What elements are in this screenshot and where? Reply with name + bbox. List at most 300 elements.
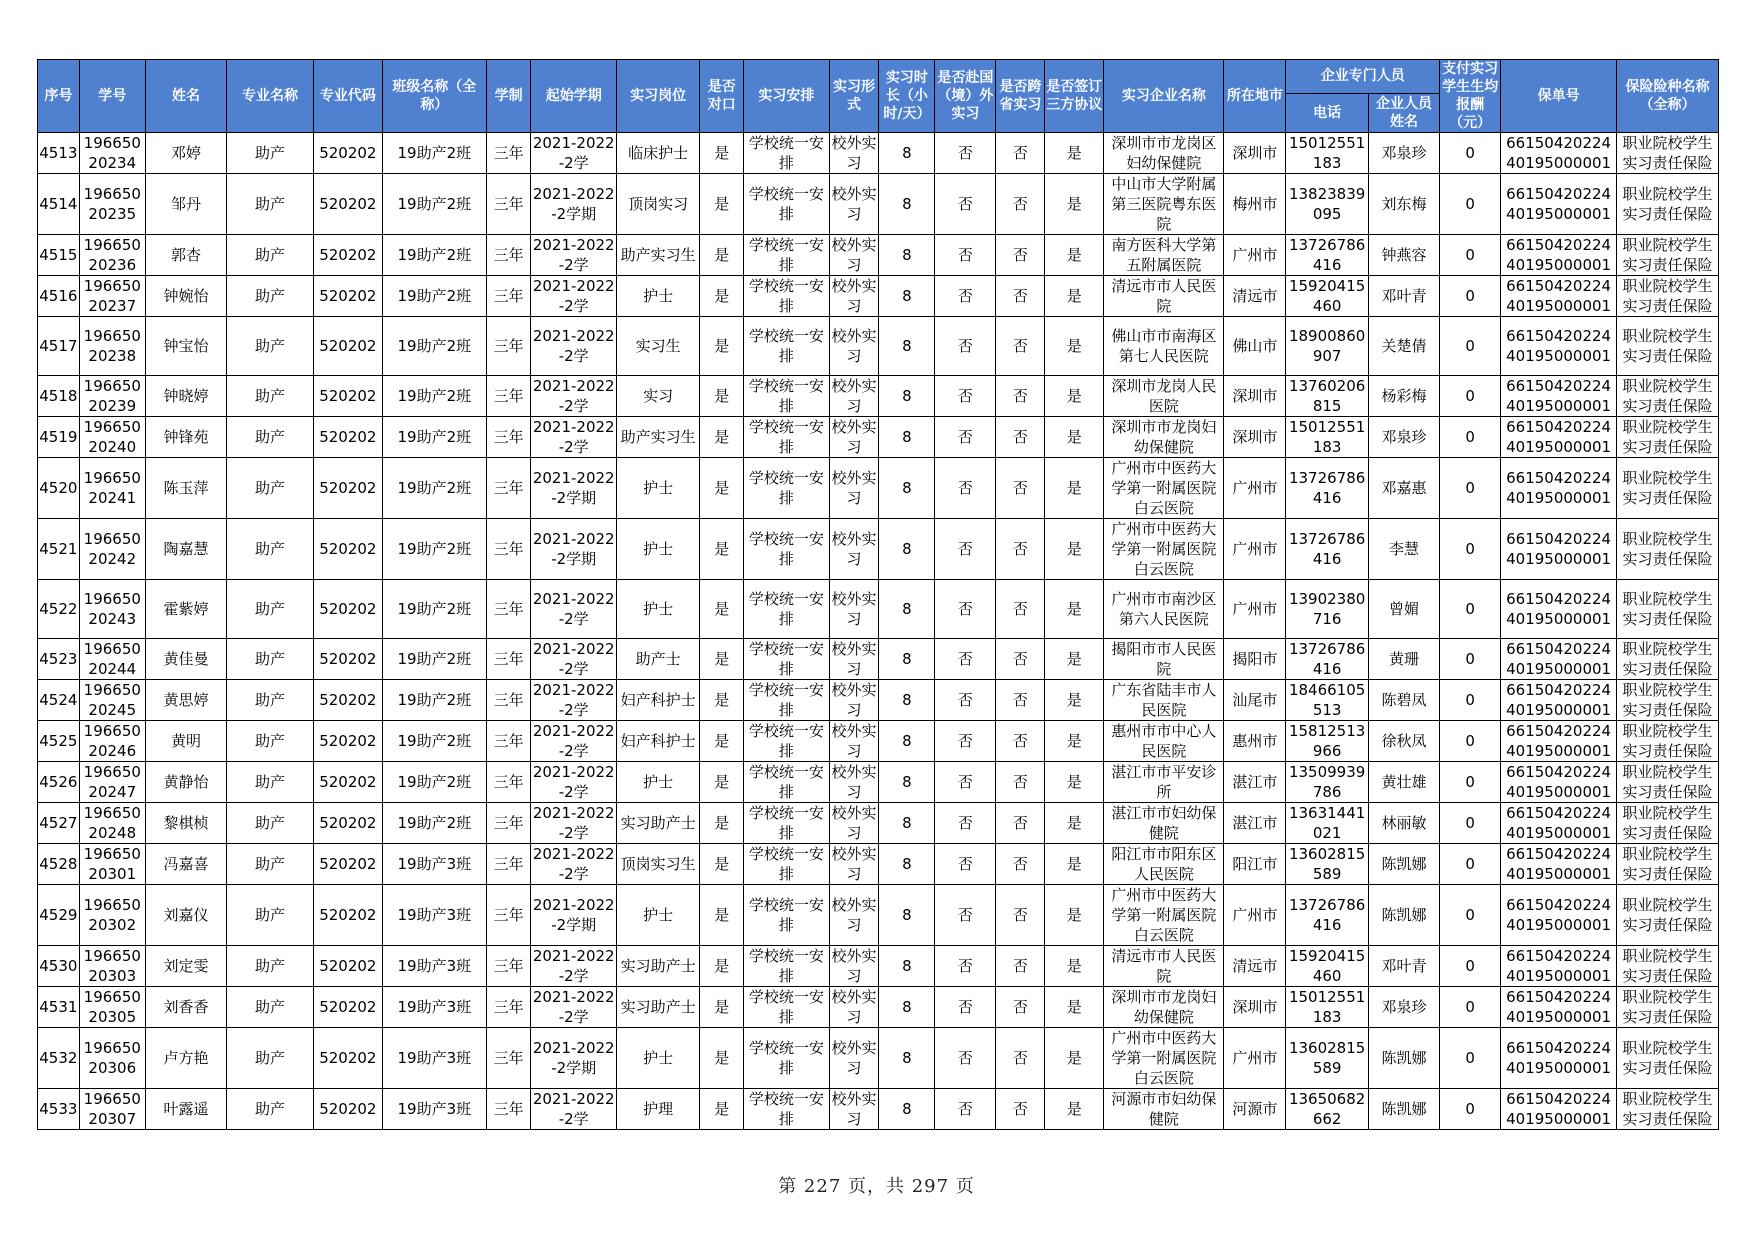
cell-duration-text: 三年: [493, 855, 524, 873]
cell-city: [1224, 803, 1286, 844]
cell-staff-name-text: 徐秋凤: [1381, 732, 1427, 750]
cell-class-name-text: 19助产2班: [397, 428, 472, 446]
table-row: [38, 844, 1719, 885]
cell-start-term-text: 2021-2022-2学: [532, 1090, 615, 1128]
cell-arrangement-text: 学校统一安排: [748, 590, 824, 628]
cell-staff-name-text: 钟燕容: [1381, 246, 1427, 264]
cell-form: [829, 1028, 879, 1089]
cell-major: [227, 639, 313, 680]
cell-major-text: 助产: [254, 814, 285, 832]
cell-class-name-text: 19助产3班: [397, 957, 472, 975]
cell-class-name-text: 19助产2班: [397, 144, 472, 162]
cell-insurance-text: 职业院校学生实习责任保险: [1622, 640, 1713, 678]
cell-major-text: 助产: [254, 1049, 285, 1067]
cell-seq: [38, 133, 80, 174]
cell-form-text: 校外实习: [831, 418, 877, 456]
cell-matched-text: 是: [714, 814, 730, 832]
cell-company-text: 深圳市市龙岗妇幼保健院: [1111, 988, 1217, 1026]
cell-form-text: 校外实习: [831, 277, 877, 315]
cell-company-text: 广州市中医药大学第一附属医院白云医院: [1111, 886, 1217, 944]
cell-insurance-text: 职业院校学生实习责任保险: [1622, 845, 1713, 883]
cell-major-code-text: 520202: [319, 287, 377, 305]
cell-tripartite: [1045, 844, 1104, 885]
cell-seq: [38, 458, 80, 519]
cell-duration-text: 三年: [493, 195, 524, 213]
cell-matched-text: 是: [714, 998, 730, 1016]
cell-pay: [1440, 803, 1501, 844]
cell-staff-name-text: 陈凯娜: [1381, 1100, 1427, 1118]
cell-insurance: [1617, 376, 1719, 417]
cell-class-name: [382, 680, 486, 721]
cell-company-text: 揭阳市市人民医院: [1111, 640, 1217, 678]
cell-major-text: 助产: [254, 957, 285, 975]
cell-major-text: 助产: [254, 287, 285, 305]
cell-arrangement-text: 学校统一安排: [748, 327, 824, 365]
cell-pay: [1440, 762, 1501, 803]
cell-abroad-text: 否: [957, 428, 973, 446]
cell-policy-no: [1501, 417, 1617, 458]
cell-post-text: 妇产科护士: [620, 691, 696, 709]
cell-student-id: [79, 639, 145, 680]
cell-major-code: [313, 317, 382, 376]
cell-class-name: [382, 987, 486, 1028]
cell-post: [616, 458, 699, 519]
cell-city-text: 梅州市: [1232, 195, 1278, 213]
cell-student-id-text: 19665020247: [83, 763, 141, 801]
cell-post: [616, 519, 699, 580]
table-row: [38, 885, 1719, 946]
cell-major-code: [313, 844, 382, 885]
cell-form-text: 校外实习: [831, 947, 877, 985]
cell-major-code: [313, 946, 382, 987]
cell-policy-no-text: 6615042022440195000001: [1506, 947, 1612, 985]
header-matched: 是否对口: [700, 60, 744, 133]
cell-city-text: 深圳市: [1232, 428, 1278, 446]
cell-hours-text: 8: [902, 855, 912, 873]
cell-name: [145, 680, 226, 721]
cell-pay-text: 0: [1465, 1100, 1475, 1118]
cell-duration: [486, 580, 531, 639]
cell-insurance-text: 职业院校学生实习责任保险: [1622, 681, 1713, 719]
cell-duration: [486, 946, 531, 987]
cell-class-name: [382, 417, 486, 458]
cell-staff-name: [1368, 946, 1439, 987]
cell-major-code-text: 520202: [319, 957, 377, 975]
cell-policy-no-text: 6615042022440195000001: [1506, 896, 1612, 934]
cell-cross-province-text: 否: [1012, 998, 1028, 1016]
cell-staff-name-text: 陈凯娜: [1381, 855, 1427, 873]
cell-abroad-text: 否: [957, 773, 973, 791]
cell-name-text: 钟晓婷: [163, 387, 209, 405]
cell-cross-province-text: 否: [1012, 773, 1028, 791]
cell-name: [145, 721, 226, 762]
cell-arrangement-text: 学校统一安排: [748, 236, 824, 274]
cell-class-name: [382, 133, 486, 174]
cell-policy-no: [1501, 680, 1617, 721]
cell-duration: [486, 680, 531, 721]
cell-tripartite: [1045, 680, 1104, 721]
table-row: [38, 680, 1719, 721]
cell-major-code: [313, 721, 382, 762]
cell-abroad-text: 否: [957, 246, 973, 264]
cell-abroad: [935, 721, 996, 762]
cell-cross-province: [996, 721, 1045, 762]
cell-form: [829, 276, 879, 317]
cell-insurance: [1617, 276, 1719, 317]
cell-phone: [1286, 721, 1368, 762]
cell-tripartite: [1045, 417, 1104, 458]
cell-pay-text: 0: [1465, 144, 1475, 162]
cell-major-code-text: 520202: [319, 479, 377, 497]
cell-abroad-text: 否: [957, 1049, 973, 1067]
cell-policy-no: [1501, 721, 1617, 762]
cell-student-id: [79, 580, 145, 639]
cell-hours-text: 8: [902, 650, 912, 668]
cell-policy-no-text: 6615042022440195000001: [1506, 277, 1612, 315]
cell-major: [227, 1028, 313, 1089]
cell-matched: [700, 376, 744, 417]
cell-start-term: [531, 721, 616, 762]
cell-duration-text: 三年: [493, 337, 524, 355]
cell-city-text: 广州市: [1232, 246, 1278, 264]
cell-company-text: 深圳市市龙岗妇幼保健院: [1111, 418, 1217, 456]
cell-matched-text: 是: [714, 650, 730, 668]
cell-class-name-text: 19助产2班: [397, 287, 472, 305]
cell-form: [829, 885, 879, 946]
cell-cross-province: [996, 235, 1045, 276]
cell-seq: [38, 580, 80, 639]
cell-major: [227, 946, 313, 987]
cell-matched: [700, 946, 744, 987]
cell-arrangement-text: 学校统一安排: [748, 681, 824, 719]
cell-seq-text: 4516: [39, 287, 78, 305]
cell-name-text: 黄明: [171, 732, 202, 750]
cell-start-term-text: 2021-2022-2学: [532, 804, 615, 842]
table-header: [38, 60, 1719, 133]
cell-abroad: [935, 317, 996, 376]
cell-major-code-text: 520202: [319, 600, 377, 618]
cell-arrangement: [744, 803, 829, 844]
cell-cross-province-text: 否: [1012, 1100, 1028, 1118]
cell-pay-text: 0: [1465, 855, 1475, 873]
cell-form: [829, 803, 879, 844]
cell-student-id-text: 19665020239: [83, 377, 141, 415]
cell-phone: [1286, 844, 1368, 885]
cell-hours-text: 8: [902, 732, 912, 750]
cell-student-id: [79, 174, 145, 235]
cell-insurance-text: 职业院校学生实习责任保险: [1622, 277, 1713, 315]
cell-phone: [1286, 376, 1368, 417]
cell-major: [227, 803, 313, 844]
cell-major-code-text: 520202: [319, 855, 377, 873]
cell-seq-text: 4519: [39, 428, 78, 446]
cell-start-term-text: 2021-2022-2学: [532, 134, 615, 172]
cell-company-text: 广州市中医药大学第一附属医院白云医院: [1111, 459, 1217, 517]
cell-arrangement: [744, 885, 829, 946]
cell-major-text: 助产: [254, 195, 285, 213]
cell-cross-province-text: 否: [1012, 814, 1028, 832]
cell-duration: [486, 987, 531, 1028]
header-cross-province: 是否跨省实习: [996, 60, 1045, 133]
cell-policy-no: [1501, 885, 1617, 946]
cell-name: [145, 580, 226, 639]
cell-phone: [1286, 276, 1368, 317]
cell-student-id-text: 19665020246: [83, 722, 141, 760]
cell-form: [829, 680, 879, 721]
cell-cross-province-text: 否: [1012, 732, 1028, 750]
cell-post: [616, 885, 699, 946]
cell-student-id: [79, 721, 145, 762]
cell-seq: [38, 1089, 80, 1130]
header-post: 实习岗位: [616, 60, 699, 133]
cell-insurance-text: 职业院校学生实习责任保险: [1622, 1039, 1713, 1077]
cell-name-text: 黄佳曼: [163, 650, 209, 668]
cell-policy-no-text: 6615042022440195000001: [1506, 1039, 1612, 1077]
cell-city: [1224, 987, 1286, 1028]
cell-matched-text: 是: [714, 246, 730, 264]
cell-cross-province-text: 否: [1012, 246, 1028, 264]
cell-company-text: 广州市市南沙区第六人民医院: [1111, 590, 1217, 628]
cell-duration-text: 三年: [493, 428, 524, 446]
cell-post-text: 实习助产士: [620, 814, 696, 832]
cell-arrangement-text: 学校统一安排: [748, 1039, 824, 1077]
cell-start-term-text: 2021-2022-2学: [532, 277, 615, 315]
cell-student-id-text: 19665020307: [83, 1090, 141, 1128]
cell-duration: [486, 235, 531, 276]
cell-student-id-text: 19665020234: [83, 134, 141, 172]
cell-start-term: [531, 417, 616, 458]
cell-student-id: [79, 762, 145, 803]
cell-hours-text: 8: [902, 540, 912, 558]
cell-tripartite-text: 是: [1066, 957, 1082, 975]
cell-cross-province: [996, 680, 1045, 721]
cell-name-text: 钟婉怡: [163, 287, 209, 305]
cell-abroad: [935, 276, 996, 317]
cell-start-term-text: 2021-2022-2学: [532, 988, 615, 1026]
cell-hours-text: 8: [902, 1049, 912, 1067]
cell-abroad: [935, 639, 996, 680]
cell-insurance: [1617, 417, 1719, 458]
cell-post-text: 助产士: [635, 650, 681, 668]
cell-insurance: [1617, 987, 1719, 1028]
header-duration: 学制: [486, 60, 531, 133]
cell-name: [145, 844, 226, 885]
cell-policy-no-text: 6615042022440195000001: [1506, 640, 1612, 678]
cell-pay: [1440, 417, 1501, 458]
cell-staff-name-text: 林丽敏: [1381, 814, 1427, 832]
cell-staff-name: [1368, 762, 1439, 803]
cell-duration-text: 三年: [493, 650, 524, 668]
cell-city: [1224, 721, 1286, 762]
cell-seq-text: 4522: [39, 600, 78, 618]
cell-city: [1224, 885, 1286, 946]
cell-duration-text: 三年: [493, 732, 524, 750]
table-row: [38, 519, 1719, 580]
cell-company: [1104, 946, 1224, 987]
cell-name: [145, 458, 226, 519]
cell-company: [1104, 276, 1224, 317]
cell-matched-text: 是: [714, 957, 730, 975]
cell-seq: [38, 885, 80, 946]
cell-hours: [879, 946, 935, 987]
cell-hours: [879, 519, 935, 580]
cell-company-text: 河源市市妇幼保健院: [1111, 1090, 1217, 1128]
cell-arrangement-text: 学校统一安排: [748, 722, 824, 760]
cell-major-code: [313, 803, 382, 844]
cell-class-name-text: 19助产2班: [397, 540, 472, 558]
cell-major-code: [313, 1028, 382, 1089]
cell-post: [616, 235, 699, 276]
cell-duration: [486, 317, 531, 376]
cell-major: [227, 762, 313, 803]
cell-name-text: 黎棋桢: [163, 814, 209, 832]
cell-name: [145, 1089, 226, 1130]
cell-city-text: 深圳市: [1232, 998, 1278, 1016]
cell-matched: [700, 639, 744, 680]
cell-matched: [700, 417, 744, 458]
cell-major-text: 助产: [254, 998, 285, 1016]
cell-pay: [1440, 1028, 1501, 1089]
cell-hours-text: 8: [902, 906, 912, 924]
cell-staff-name-text: 邓叶青: [1381, 287, 1427, 305]
cell-insurance: [1617, 519, 1719, 580]
cell-matched: [700, 174, 744, 235]
cell-company: [1104, 376, 1224, 417]
cell-company-text: 中山市大学附属第三医院粤东医院: [1111, 175, 1217, 233]
cell-student-id-text: 19665020242: [83, 530, 141, 568]
header-hours: 实习时长（小时/天）: [879, 60, 935, 133]
cell-policy-no-text: 6615042022440195000001: [1506, 327, 1612, 365]
cell-company: [1104, 458, 1224, 519]
cell-class-name: [382, 174, 486, 235]
cell-cross-province-text: 否: [1012, 906, 1028, 924]
cell-matched-text: 是: [714, 906, 730, 924]
cell-major-text: 助产: [254, 600, 285, 618]
cell-name-text: 刘嘉仪: [163, 906, 209, 924]
cell-name-text: 钟宝怡: [163, 337, 209, 355]
cell-cross-province-text: 否: [1012, 287, 1028, 305]
cell-matched-text: 是: [714, 144, 730, 162]
cell-tripartite: [1045, 580, 1104, 639]
cell-major: [227, 721, 313, 762]
cell-student-id-text: 19665020248: [83, 804, 141, 842]
cell-pay: [1440, 376, 1501, 417]
cell-policy-no-text: 6615042022440195000001: [1506, 845, 1612, 883]
cell-major-code: [313, 580, 382, 639]
cell-pay: [1440, 987, 1501, 1028]
header-major-code: 专业代码: [313, 60, 382, 133]
cell-staff-name-text: 陈碧凤: [1381, 691, 1427, 709]
cell-staff-name: [1368, 580, 1439, 639]
cell-insurance-text: 职业院校学生实习责任保险: [1622, 469, 1713, 507]
cell-pay: [1440, 276, 1501, 317]
table-row: [38, 376, 1719, 417]
cell-major-text: 助产: [254, 1100, 285, 1118]
cell-tripartite: [1045, 639, 1104, 680]
cell-tripartite: [1045, 174, 1104, 235]
cell-major-code: [313, 376, 382, 417]
cell-arrangement: [744, 417, 829, 458]
cell-start-term: [531, 519, 616, 580]
cell-tripartite-text: 是: [1066, 428, 1082, 446]
cell-class-name-text: 19助产2班: [397, 600, 472, 618]
cell-seq: [38, 680, 80, 721]
cell-name: [145, 133, 226, 174]
cell-major-text: 助产: [254, 773, 285, 791]
table-row: [38, 174, 1719, 235]
cell-seq: [38, 844, 80, 885]
cell-arrangement: [744, 844, 829, 885]
cell-major-code-text: 520202: [319, 144, 377, 162]
cell-start-term: [531, 639, 616, 680]
cell-seq: [38, 987, 80, 1028]
cell-post: [616, 417, 699, 458]
cell-duration: [486, 721, 531, 762]
cell-pay-text: 0: [1465, 906, 1475, 924]
cell-insurance-text: 职业院校学生实习责任保险: [1622, 947, 1713, 985]
cell-hours: [879, 844, 935, 885]
cell-insurance: [1617, 235, 1719, 276]
cell-pay-text: 0: [1465, 650, 1475, 668]
cell-policy-no: [1501, 376, 1617, 417]
cell-phone: [1286, 133, 1368, 174]
cell-hours: [879, 721, 935, 762]
header-city: 所在地市: [1224, 60, 1286, 133]
cell-seq: [38, 235, 80, 276]
cell-staff-name: [1368, 680, 1439, 721]
cell-cross-province: [996, 844, 1045, 885]
table-row: [38, 580, 1719, 639]
cell-start-term-text: 2021-2022-2学: [532, 681, 615, 719]
cell-student-id-text: 19665020241: [83, 469, 141, 507]
cell-major-code: [313, 639, 382, 680]
header-arrangement: 实习安排: [744, 60, 829, 133]
internship-table: [37, 59, 1719, 1130]
cell-phone-text: 15012551183: [1288, 988, 1366, 1026]
header-policy-no: 保单号: [1501, 60, 1617, 133]
cell-post: [616, 1089, 699, 1130]
cell-major-code-text: 520202: [319, 337, 377, 355]
cell-staff-name: [1368, 844, 1439, 885]
cell-student-id: [79, 458, 145, 519]
cell-pay: [1440, 235, 1501, 276]
cell-major-code: [313, 519, 382, 580]
cell-class-name: [382, 1089, 486, 1130]
cell-cross-province: [996, 987, 1045, 1028]
cell-hours: [879, 417, 935, 458]
cell-staff-name-text: 陈凯娜: [1381, 906, 1427, 924]
cell-class-name-text: 19助产2班: [397, 691, 472, 709]
cell-form-text: 校外实习: [831, 327, 877, 365]
cell-duration: [486, 1089, 531, 1130]
cell-duration: [486, 803, 531, 844]
cell-hours-text: 8: [902, 246, 912, 264]
cell-pay: [1440, 721, 1501, 762]
cell-city: [1224, 844, 1286, 885]
cell-major: [227, 844, 313, 885]
cell-matched: [700, 235, 744, 276]
cell-abroad-text: 否: [957, 957, 973, 975]
cell-abroad: [935, 458, 996, 519]
cell-student-id: [79, 844, 145, 885]
table-row: [38, 1028, 1719, 1089]
cell-cross-province: [996, 1028, 1045, 1089]
cell-tripartite-text: 是: [1066, 600, 1082, 618]
cell-city: [1224, 762, 1286, 803]
cell-start-term-text: 2021-2022-2学: [532, 722, 615, 760]
cell-form-text: 校外实习: [831, 804, 877, 842]
cell-student-id: [79, 1089, 145, 1130]
